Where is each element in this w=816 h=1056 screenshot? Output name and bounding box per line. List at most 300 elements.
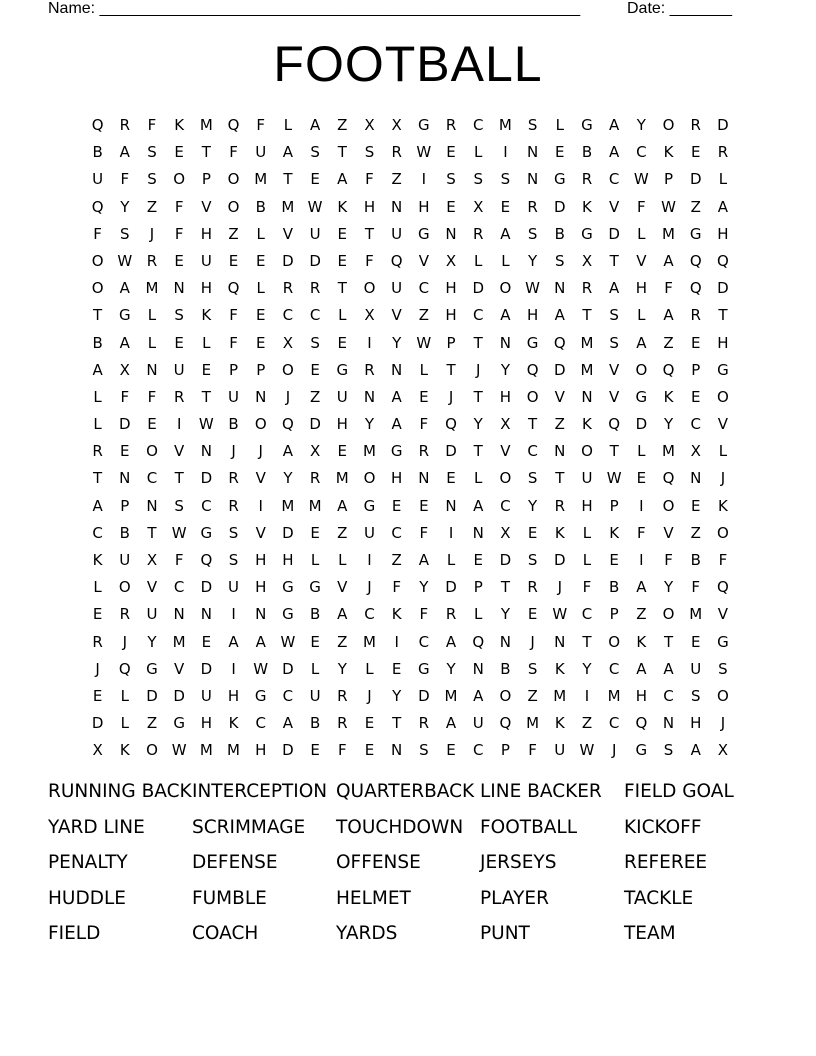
grid-letter: W <box>171 741 187 760</box>
grid-letter: B <box>500 659 511 678</box>
grid-letter: E <box>174 143 184 162</box>
grid-letter: G <box>717 360 729 379</box>
grid-row <box>84 683 737 710</box>
grid-letter: S <box>500 170 511 189</box>
word-list-item: TOUCHDOWN <box>336 816 464 838</box>
grid-letter: D <box>282 741 294 760</box>
grid-letter: R <box>690 116 701 134</box>
word-list <box>48 776 768 954</box>
grid-letter: V <box>418 251 429 270</box>
grid-letter: E <box>446 469 456 488</box>
grid-letter: Z <box>554 415 565 434</box>
grid-letter: B <box>92 333 103 352</box>
grid-letter: D <box>554 551 566 569</box>
grid-letter: J <box>720 714 726 733</box>
grid-letter: I <box>394 632 399 651</box>
grid-letter: N <box>499 632 512 651</box>
grid-letter: X <box>364 116 375 134</box>
grid-letter: L <box>582 523 592 542</box>
grid-letter: T <box>201 143 211 162</box>
grid-letter: U <box>472 714 484 733</box>
grid-letter: J <box>557 578 562 597</box>
grid-letter: U <box>554 741 566 760</box>
grid-letter: M <box>662 442 675 461</box>
grid-row <box>84 656 737 683</box>
grid-letter: C <box>173 578 185 597</box>
grid-letter: A <box>282 714 294 733</box>
grid-letter: A <box>119 279 130 298</box>
grid-letter: D <box>200 659 213 678</box>
grid-letter: T <box>147 523 157 542</box>
grid-letter: R <box>527 578 538 597</box>
grid-letter: W <box>198 415 214 434</box>
grid-letter: O <box>499 469 512 488</box>
grid-row <box>84 112 737 139</box>
grid-letter: T <box>718 306 728 325</box>
grid-letter: R <box>445 605 457 624</box>
grid-letter: G <box>635 387 648 406</box>
grid-letter: F <box>718 551 728 569</box>
grid-letter: S <box>527 224 538 243</box>
grid-letter: E <box>690 496 701 515</box>
grid-letter: B <box>309 714 321 733</box>
grid-row <box>84 465 737 492</box>
grid-letter: M <box>662 224 675 243</box>
grid-letter: O <box>717 387 729 406</box>
grid-letter: O <box>118 578 131 597</box>
grid-letter: E <box>92 686 103 705</box>
grid-letter: D <box>200 578 213 597</box>
word-list-item: FOOTBALL <box>480 816 578 838</box>
grid-letter: U <box>391 224 403 243</box>
grid-letter: T <box>337 143 347 162</box>
grid-letter: A <box>690 741 701 760</box>
grid-letter: O <box>227 197 240 216</box>
grid-letter: M <box>526 714 540 733</box>
grid-letter: N <box>363 387 376 406</box>
word-list-item: SCRIMMAGE <box>192 816 306 838</box>
grid-letter: O <box>282 360 294 379</box>
grid-letter: E <box>255 251 266 270</box>
grid-letter: F <box>229 333 238 352</box>
grid-letter: S <box>446 170 456 189</box>
grid-letter: L <box>310 659 320 678</box>
grid-letter: S <box>527 659 538 678</box>
grid-row <box>84 248 737 275</box>
grid-letter: X <box>282 333 294 352</box>
grid-letter: O <box>581 442 593 461</box>
grid-letter: G <box>200 523 213 542</box>
grid-letter: A <box>445 714 457 733</box>
grid-letter: A <box>554 306 565 325</box>
grid-letter: X <box>391 116 402 134</box>
grid-letter: N <box>472 523 484 542</box>
grid-letter: E <box>174 251 184 270</box>
grid-letter: U <box>200 686 212 705</box>
grid-letter: L <box>718 170 728 189</box>
grid-letter: I <box>231 605 236 624</box>
grid-letter: R <box>119 116 130 134</box>
grid-letter: V <box>174 442 185 461</box>
word-list-item: YARDS <box>336 923 398 944</box>
grid-letter: Q <box>445 415 457 434</box>
grid-letter: R <box>581 170 593 189</box>
grid-letter: S <box>174 496 184 515</box>
grid-letter: O <box>608 632 621 651</box>
grid-letter: J <box>367 578 372 597</box>
grid-letter: Q <box>227 279 240 298</box>
grid-letter: U <box>336 387 348 406</box>
grid-row <box>84 520 737 547</box>
grid-row <box>84 194 737 221</box>
grid-letter: Q <box>282 415 294 434</box>
grid-letter: C <box>608 714 620 733</box>
grid-letter: O <box>499 686 512 705</box>
grid-letter: Z <box>337 116 348 134</box>
grid-letter: N <box>445 496 457 515</box>
grid-letter: T <box>663 632 674 651</box>
grid-letter: N <box>472 659 484 678</box>
grid-letter: W <box>171 523 187 542</box>
grid-letter: D <box>689 170 702 189</box>
grid-letter: W <box>307 197 323 216</box>
word-list-item: KICKOFF <box>624 816 702 838</box>
grid-letter: S <box>473 170 483 189</box>
word-list-item: HUDDLE <box>48 887 126 909</box>
grid-letter: V <box>717 605 729 624</box>
grid-letter: P <box>691 360 701 379</box>
word-list-item: TACKLE <box>624 887 694 909</box>
grid-letter: Q <box>390 251 403 270</box>
grid-letter: S <box>690 686 701 705</box>
grid-letter: C <box>472 116 484 134</box>
grid-letter: D <box>472 279 484 298</box>
grid-letter: P <box>229 360 239 379</box>
grid-letter: W <box>416 143 432 162</box>
grid-letter: E <box>419 496 429 515</box>
grid-letter: G <box>118 306 131 325</box>
grid-letter: A <box>500 306 511 325</box>
grid-letter: C <box>282 306 294 325</box>
grid-letter: Y <box>636 116 646 134</box>
grid-letter: X <box>146 551 158 569</box>
grid-letter: V <box>255 469 266 488</box>
grid-letter: X <box>500 523 511 542</box>
grid-letter: Y <box>120 197 130 216</box>
word-list-row <box>48 812 768 848</box>
grid-letter: F <box>419 415 429 434</box>
grid-letter: T <box>364 224 375 243</box>
grid-letter: Z <box>581 714 593 733</box>
grid-letter: D <box>635 415 648 434</box>
grid-letter: T <box>582 632 592 651</box>
grid-letter: E <box>690 143 701 162</box>
name-field-label: Name: ______________________________________________________ <box>48 0 581 17</box>
grid-letter: K <box>717 496 728 515</box>
word-list-item: FIELD <box>48 923 101 944</box>
grid-letter: J <box>258 442 263 461</box>
grid-letter: O <box>91 251 104 270</box>
grid-letter: K <box>554 659 565 678</box>
grid-letter: E <box>473 551 483 569</box>
grid-letter: N <box>662 714 675 733</box>
grid-letter: W <box>253 659 269 678</box>
grid-letter: E <box>174 333 184 352</box>
grid-letter: N <box>200 442 212 461</box>
grid-letter: P <box>500 741 510 760</box>
grid-letter: E <box>500 197 511 216</box>
word-list-item: YARD LINE <box>48 816 145 838</box>
grid-letter: A <box>609 279 620 298</box>
grid-letter: N <box>554 632 566 651</box>
grid-letter: M <box>281 496 295 515</box>
grid-letter: T <box>337 279 347 298</box>
grid-letter: X <box>364 306 375 325</box>
grid-letter: G <box>254 686 267 705</box>
grid-letter: Z <box>418 306 429 325</box>
grid-letter: H <box>255 551 267 569</box>
grid-letter: F <box>120 170 130 189</box>
grid-letter: T <box>609 442 619 461</box>
grid-letter: U <box>200 251 212 270</box>
grid-row <box>84 601 737 628</box>
grid-letter: Y <box>392 333 402 352</box>
grid-letter: O <box>526 387 539 406</box>
grid-letter: R <box>527 197 538 216</box>
grid-letter: H <box>717 224 729 243</box>
grid-letter: Z <box>146 714 158 733</box>
grid-letter: F <box>691 578 701 597</box>
grid-letter: O <box>254 415 267 434</box>
grid-letter: J <box>95 659 100 678</box>
word-list-item: COACH <box>192 923 259 944</box>
grid-letter: Z <box>690 523 701 542</box>
grid-letter: C <box>608 170 620 189</box>
grid-letter: C <box>636 143 647 162</box>
grid-letter: O <box>91 279 104 298</box>
word-list-item: FUMBLE <box>192 887 267 909</box>
grid-letter: H <box>717 333 729 352</box>
grid-letter: F <box>256 116 266 134</box>
grid-letter: Q <box>608 415 621 434</box>
grid-letter: G <box>336 360 349 379</box>
grid-letter: N <box>391 360 403 379</box>
grid-letter: D <box>717 116 729 134</box>
grid-letter: V <box>146 578 158 597</box>
grid-letter: R <box>445 116 457 134</box>
grid-letter: L <box>501 251 510 270</box>
grid-letter: Z <box>663 333 674 352</box>
grid-letter: F <box>582 578 592 597</box>
grid-letter: S <box>228 551 239 569</box>
grid-row <box>84 737 737 764</box>
grid-letter: E <box>364 714 375 733</box>
grid-letter: Q <box>553 333 566 352</box>
grid-letter: O <box>499 279 512 298</box>
grid-letter: E <box>446 143 456 162</box>
grid-letter: S <box>527 116 538 134</box>
grid-letter: L <box>555 116 564 134</box>
grid-letter: F <box>637 197 646 216</box>
grid-letter: U <box>391 279 403 298</box>
grid-letter: N <box>255 605 267 624</box>
grid-letter: P <box>201 170 211 189</box>
grid-row <box>84 330 737 357</box>
grid-letter: K <box>391 605 402 624</box>
grid-letter: G <box>689 224 702 243</box>
grid-letter: F <box>229 306 238 325</box>
grid-letter: Q <box>717 251 729 270</box>
grid-letter: L <box>256 224 265 243</box>
grid-letter: T <box>283 170 293 189</box>
grid-letter: L <box>120 686 129 705</box>
grid-letter: Z <box>391 551 402 569</box>
grid-letter: N <box>581 387 593 406</box>
grid-letter: D <box>146 686 158 705</box>
word-list-item: PENALTY <box>48 852 128 873</box>
grid-letter: V <box>255 523 266 542</box>
grid-letter: D <box>173 686 185 705</box>
grid-letter: U <box>309 686 321 705</box>
word-list-item: RUNNING BACK <box>48 781 192 802</box>
grid-letter: P <box>664 170 674 189</box>
grid-row <box>84 438 737 465</box>
grid-letter: R <box>337 686 348 705</box>
grid-letter: H <box>445 306 457 325</box>
grid-letter: E <box>255 306 266 325</box>
grid-letter: F <box>664 551 673 569</box>
grid-letter: T <box>555 469 565 488</box>
grid-letter: B <box>228 415 239 434</box>
grid-letter: U <box>228 387 240 406</box>
grid-letter: L <box>474 605 483 624</box>
grid-letter: A <box>92 360 103 379</box>
grid-letter: W <box>280 632 296 651</box>
grid-letter: Z <box>309 387 321 406</box>
grid-letter: H <box>635 686 647 705</box>
grid-letter: K <box>174 116 185 134</box>
grid-letter: D <box>282 523 294 542</box>
grid-letter: O <box>363 279 376 298</box>
grid-letter: J <box>367 686 372 705</box>
grid-letter: S <box>663 741 674 760</box>
grid-letter: B <box>92 143 103 162</box>
grid-letter: M <box>580 360 594 379</box>
grid-letter: Q <box>526 360 539 379</box>
grid-letter: X <box>119 360 130 379</box>
grid-letter: P <box>120 496 130 515</box>
grid-letter: D <box>200 469 213 488</box>
grid-letter: L <box>718 442 728 461</box>
grid-letter: V <box>391 306 402 325</box>
grid-letter: B <box>690 551 701 569</box>
grid-letter: Y <box>337 659 347 678</box>
grid-letter: C <box>201 496 212 515</box>
grid-letter: F <box>337 741 347 760</box>
grid-letter: K <box>554 523 565 542</box>
grid-letter: W <box>579 741 595 760</box>
grid-letter: Y <box>663 578 674 597</box>
grid-letter: C <box>690 415 701 434</box>
grid-letter: A <box>663 251 674 270</box>
grid-letter: C <box>364 605 375 624</box>
grid-letter: M <box>362 632 376 651</box>
word-list-item: OFFENSE <box>336 852 421 873</box>
grid-letter: J <box>720 469 726 488</box>
grid-letter: Q <box>91 197 104 216</box>
grid-letter: T <box>93 469 103 488</box>
grid-letter: L <box>637 224 646 243</box>
grid-letter: Y <box>364 415 375 434</box>
grid-letter: N <box>391 741 403 760</box>
grid-letter: F <box>419 605 429 624</box>
grid-letter: Z <box>636 605 647 624</box>
word-list-item: PUNT <box>480 923 530 944</box>
grid-letter: X <box>92 741 103 760</box>
grid-letter: L <box>202 333 211 352</box>
grid-letter: O <box>635 360 648 379</box>
date-field-label: Date: _______ <box>627 0 732 17</box>
grid-letter: E <box>201 632 212 651</box>
grid-letter: E <box>690 632 701 651</box>
grid-letter: P <box>609 496 619 515</box>
grid-letter: E <box>337 333 348 352</box>
grid-letter: N <box>690 469 702 488</box>
grid-row <box>84 710 737 737</box>
grid-letter: M <box>281 197 295 216</box>
word-list-item: LINE BACKER <box>480 781 602 802</box>
grid-letter: S <box>310 333 320 352</box>
grid-letter: Z <box>527 686 538 705</box>
grid-letter: L <box>474 469 483 488</box>
grid-letter: F <box>637 523 646 542</box>
grid-letter: F <box>174 224 184 243</box>
grid-letter: R <box>337 714 348 733</box>
grid-letter: X <box>581 251 593 270</box>
grid-letter: G <box>418 224 430 243</box>
grid-letter: E <box>391 496 402 515</box>
grid-letter: F <box>174 197 184 216</box>
grid-letter: L <box>419 360 429 379</box>
grid-row <box>84 493 737 520</box>
grid-letter: T <box>609 251 619 270</box>
word-list-item: REFEREE <box>624 852 708 873</box>
grid-letter: D <box>282 659 294 678</box>
grid-letter: E <box>147 415 157 434</box>
grid-letter: L <box>120 714 129 733</box>
grid-letter: V <box>609 197 620 216</box>
grid-letter: N <box>173 605 185 624</box>
grid-letter: A <box>473 686 484 705</box>
grid-letter: M <box>362 442 376 461</box>
grid-letter: F <box>174 551 184 569</box>
grid-letter: U <box>119 551 131 569</box>
grid-letter: K <box>119 741 130 760</box>
grid-letter: V <box>554 387 565 406</box>
grid-letter: A <box>609 116 620 134</box>
grid-letter: Q <box>689 279 702 298</box>
grid-row <box>84 547 737 574</box>
grid-letter: Y <box>147 632 157 651</box>
grid-letter: M <box>227 741 240 760</box>
grid-letter: X <box>690 442 701 461</box>
grid-letter: T <box>174 469 184 488</box>
grid-letter: G <box>146 659 158 678</box>
grid-row <box>84 574 737 601</box>
grid-letter: C <box>472 306 484 325</box>
grid-letter: O <box>717 523 729 542</box>
grid-letter: H <box>200 714 212 733</box>
